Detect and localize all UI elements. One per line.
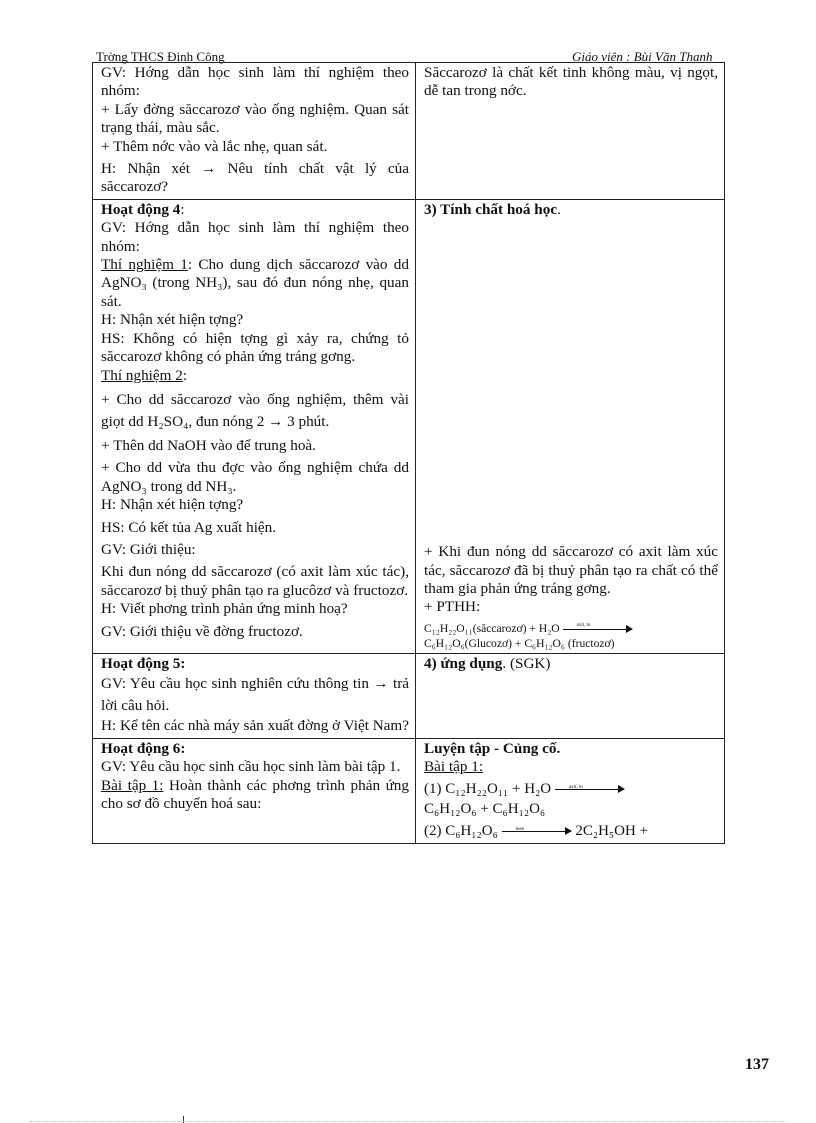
- text-line: Săccarozơ là chất kết tinh không màu, vị ngọt, dễ tan trong nớc.: [424, 64, 718, 100]
- row-activity-6: [93, 738, 725, 843]
- text-line: HS: Không có hiện tợng gì xảy ra, chứng tỏ săccarozơ không có phản ứng tráng gơng.: [101, 329, 409, 366]
- section-heading: 4) ứng dụng: [424, 654, 503, 672]
- text-line: H: Nhận xét hiện tợng?: [101, 311, 244, 329]
- section-heading: Luyện tập - Củng cố.: [424, 739, 561, 757]
- text-line: + Khi đun nóng dd săccarozơ có axit làm xúc tác, săccarozơ đã bị thuỷ phân tạo ra chất có thể tham gia phản ứng tráng gơng.: [424, 543, 718, 598]
- reaction-arrow: men: [502, 827, 572, 835]
- text-line: + PTHH:: [424, 598, 481, 616]
- reaction-arrow: axit, to: [563, 625, 633, 633]
- left-cell-1: [93, 63, 416, 200]
- exercise-label: Bài tập 1:: [424, 758, 484, 776]
- text-line: H: Kể tên các nhà máy sản xuất đờng ở Việt Nam?: [101, 717, 409, 735]
- right-cell-2: 3) Tính chất hoá học. + Khi đun nóng dd săccarozơ có axit làm xúc tác, săccarozơ đã bị thuỷ phân tạo ra chất có thể tham gia phản ứng tráng gơng. + PTHH: C₁₂H₂₂O₁₁(săccarozơ) + H₂O axit, to C₆H₁₂O₆(Glucozơ) + C₆H₁₂O₆ (fructozơ): [416, 199, 725, 653]
- right-cell-3: 4) ứng dụng. (SGK): [416, 653, 725, 738]
- experiment-label: Thí nghiệm 1: [101, 256, 188, 274]
- text-line: H: Nhận xét → Nêu tính chất vật lý của săccarozơ?: [101, 160, 409, 196]
- equation-products: C₆H₁₂O₆(Glucozơ) + C₆H₁₂O₆ (fructozơ): [424, 636, 615, 650]
- teacher-name: Giáo viên : Bùi Văn Thanh: [572, 49, 713, 64]
- text-line: + Lấy đờng săccarozơ vào ống nghiệm. Quan sát trạng thái, màu sắc.: [101, 100, 409, 137]
- text-line: H: Nhận xét hiện tợng?: [101, 496, 244, 514]
- footer-divider: [30, 1121, 786, 1122]
- text-line: + Thêm nớc vào và lắc nhẹ, quan sát.: [101, 137, 328, 155]
- equation-1-products: C₆H₁₂O₆ + C₆H₁₂O₆: [424, 800, 546, 817]
- text-line: H: Viết phơng trình phản ứng minh hoạ?: [101, 600, 348, 618]
- equation-1: (1) C₁₂H₂₂O₁₁ + H₂O axit, to: [424, 779, 718, 799]
- text-line: + Thên dd NaOH vào để trung hoà.: [101, 436, 316, 454]
- left-cell-4: Hoạt động 6: GV: Yêu cầu học sinh cầu học sinh làm bài tập 1. Bài tập 1: Hoàn thành các phơng trình phản ứng cho sơ đồ chuyển hoá sau:: [93, 738, 416, 843]
- text-line: HS: Có kết tủa Ag xuất hiện.: [101, 518, 277, 536]
- activity-heading: Hoạt động 4: [101, 200, 181, 218]
- text-line: GV: Giới thiệu:: [101, 540, 196, 558]
- text-line: + Cho dd săccarozơ vào ống nghiệm, thêm vài giọt dd H₂SO₄, đun nóng 2 → 3 phút.: [101, 390, 409, 430]
- text-line: GV: Giới thiệu về đờng fructozơ.: [101, 622, 303, 640]
- experiment-label: Thí nghiệm 2: [101, 366, 183, 384]
- exercise-label: Bài tập 1:: [101, 776, 164, 794]
- right-cell-1: [416, 63, 725, 200]
- row-activity-5: [93, 653, 725, 738]
- equation-2: (2) C₆H₁₂O₆ men 2C₂H₅OH +: [424, 822, 648, 839]
- text-line: GV: Yêu cầu học sinh nghiên cứu thông tin → trả lời câu hỏi.: [101, 675, 409, 715]
- text-line: GV: Hớng dẫn học sinh làm thí nghiệm theo nhóm:: [101, 64, 409, 100]
- left-cell-3: [93, 653, 416, 738]
- row-physical-properties: [93, 63, 725, 200]
- equation: C₁₂H₂₂O₁₁(săccarozơ) + H₂O axit, to: [424, 621, 718, 636]
- page-number: 137: [745, 1056, 769, 1073]
- left-cell-2: Hoạt động 4: GV: Hớng dẫn học sinh làm thí nghiệm theo nhóm: Thí nghiệm 1: Cho dung dịch săccarozơ vào dd AgNO₃ (trong NH₃), sau đó đun nóng nhẹ, quan sát. H: Nhận xét hiện tợng? HS: Không có hiện tợng gì xảy ra, chứng tỏ săccarozơ không có phản ứng tráng gơng. Thí nghiệm 2: + Cho dd săccarozơ vào ống nghiệm, thêm vài giọt dd H₂SO₄, đun nóng 2 → 3 phút. + Thên dd NaOH vào để trung hoà. + Cho dd vừa thu đợc vào ống nghiệm chứa dd AgNO₃ trong dd NH₃. H: Nhận xét hiện tợng? HS: Có kết tủa Ag xuất hiện. GV: Giới thiệu: Khi đun nóng dd săccarozơ (có axit làm xúc tác), săccarozơ bị thuỷ phân tạo ra glucôzơ và fructozơ. H: Viết phơng trình phản ứng minh hoạ? GV: Giới thiệu về đờng fructozơ.: [93, 199, 416, 653]
- reaction-arrow: axit, to: [555, 785, 625, 793]
- text-line: + Cho dd vừa thu đợc vào ống nghiệm chứa dd AgNO₃ trong dd NH₃.: [101, 459, 409, 495]
- activity-heading: Hoạt động 5:: [101, 654, 186, 672]
- text-line: GV: Hớng dẫn học sinh làm thí nghiệm theo nhóm:: [101, 219, 409, 255]
- activity-heading: Hoạt động 6:: [101, 739, 186, 757]
- school-name: Trờng THCS Định Công: [96, 49, 225, 64]
- text-line: Khi đun nóng dd săccarozơ (có axit làm xúc tác), săccarozơ bị thuỷ phân tạo ra glucôzơ và fructozơ.: [101, 563, 409, 599]
- lesson-table: [92, 62, 725, 844]
- right-cell-4: [416, 738, 725, 843]
- text-line: GV: Yêu cầu học sinh cầu học sinh làm bài tập 1.: [101, 758, 401, 776]
- section-heading: 3) Tính chất hoá học: [424, 200, 558, 218]
- row-activity-4: [93, 199, 725, 653]
